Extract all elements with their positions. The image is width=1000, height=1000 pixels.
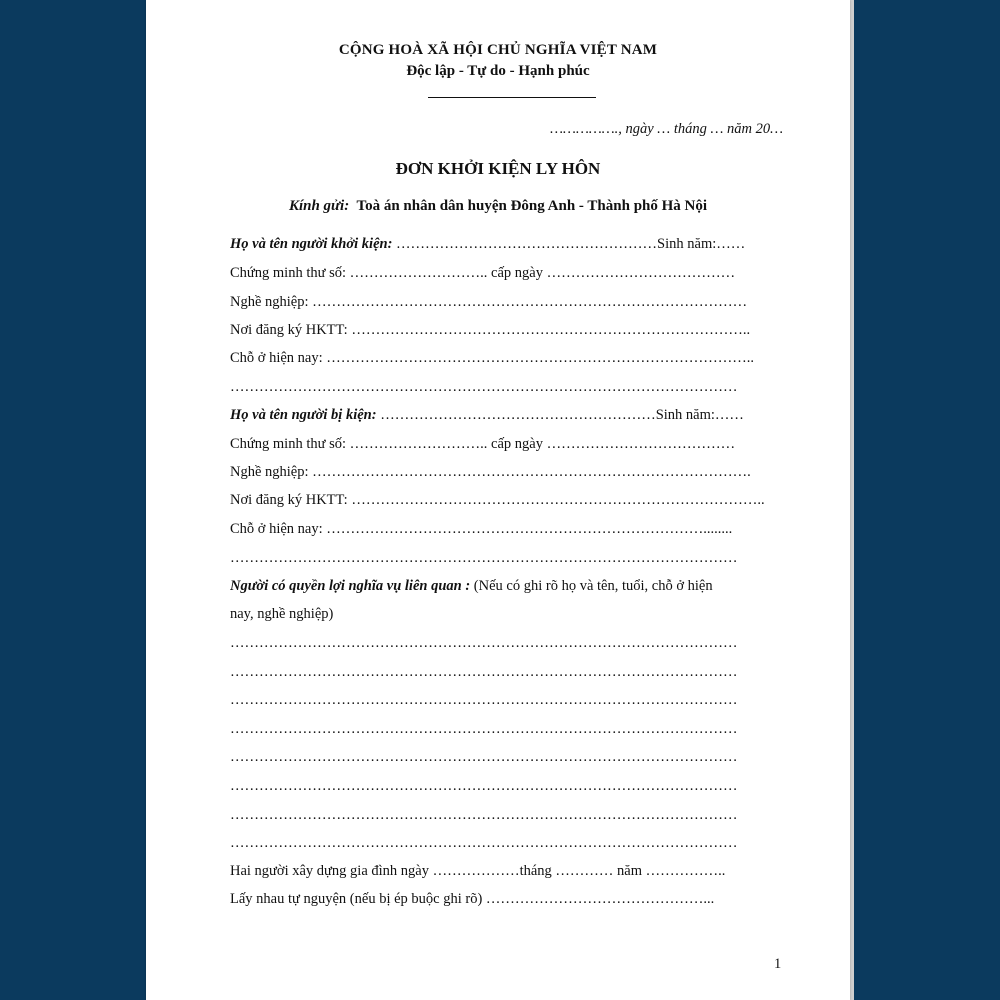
defendant-registration-row: Nơi đăng ký HKTT: ………………………………………………………………………….. (230, 492, 765, 508)
blank-line: …………………………………………………………………………………………… (230, 835, 738, 851)
page-number: 1 (774, 956, 782, 972)
marriage-date-row: Hai người xây dựng gia đình ngày ………………tháng ………… năm …………….. (230, 863, 726, 879)
national-motto: Độc lập - Tự do - Hạnh phúc (406, 63, 590, 79)
recipient-line (146, 198, 850, 215)
recipient-value: Toà án nhân dân huyện Đông Anh - Thành phố Hà Nội (356, 198, 708, 214)
plaintiff-id-row: Chứng minh thư số: ……………………….. cấp ngày ………………………………… (230, 265, 736, 281)
plaintiff-registration-row: Nơi đăng ký HKTT: ……………………………………………………………………….. (230, 322, 751, 338)
blank-line: …………………………………………………………………………………………… (230, 721, 738, 737)
blank-line: …………………………………………………………………………………………… (230, 692, 738, 708)
related-party-note-continuation: nay, nghề nghiệp) (230, 606, 334, 622)
form-title: ĐƠN KHỞI KIỆN LY HÔN (395, 159, 601, 178)
related-party-row (230, 576, 782, 596)
blank-line: …………………………………………………………………………………………… (230, 664, 738, 680)
defendant-id-row: Chứng minh thư số: ……………………….. cấp ngày ………………………………… (230, 436, 736, 452)
plaintiff-name-fill: ………………………………………………Sinh năm:…… (392, 236, 746, 252)
recipient-label: Kính gửi: (288, 198, 350, 214)
defendant-name-fill: …………………………………………………Sinh năm:…… (376, 407, 744, 423)
page-edge (850, 0, 854, 1000)
blank-line: …………………………………………………………………………………………… (230, 807, 738, 823)
defendant-name-row (230, 405, 782, 425)
plaintiff-job-row: Nghề nghiệp: ……………………………………………………………………………… (230, 294, 748, 310)
voluntary-marriage-row: Lấy nhau tự nguyện (nếu bị ép buộc ghi rõ) ………………………………………... (230, 891, 715, 907)
place-date-line: ……………., ngày … tháng … năm 20… (550, 121, 783, 137)
related-party-note: (Nếu có ghi rõ họ và tên, tuổi, chỗ ở hiện (470, 578, 713, 594)
plaintiff-address-continuation: …………………………………………………………………………………………… (230, 379, 738, 395)
document-page (146, 0, 850, 1000)
blank-line: …………………………………………………………………………………………… (230, 778, 738, 794)
defendant-job-row: Nghề nghiệp: ………………………………………………………………………………. (230, 464, 751, 480)
plaintiff-name-label: Họ và tên người khởi kiện: (230, 236, 393, 252)
related-party-label: Người có quyền lợi nghĩa vụ liên quan : (230, 578, 471, 594)
blank-line: …………………………………………………………………………………………… (230, 635, 738, 651)
defendant-address-continuation: …………………………………………………………………………………………… (230, 550, 738, 566)
defendant-name-label: Họ và tên người bị kiện: (230, 407, 377, 423)
defendant-address-row: Chỗ ở hiện nay: ……………………………………………………………………........ (230, 521, 733, 537)
motto-underline (428, 97, 596, 98)
plaintiff-address-row: Chỗ ở hiện nay: …………………………………………………………………………….. (230, 350, 755, 366)
blank-line: …………………………………………………………………………………………… (230, 749, 738, 765)
plaintiff-name-row (230, 234, 782, 254)
national-name: CỘNG HOÀ XÃ HỘI CHỦ NGHĨA VIỆT NAM (338, 42, 658, 58)
